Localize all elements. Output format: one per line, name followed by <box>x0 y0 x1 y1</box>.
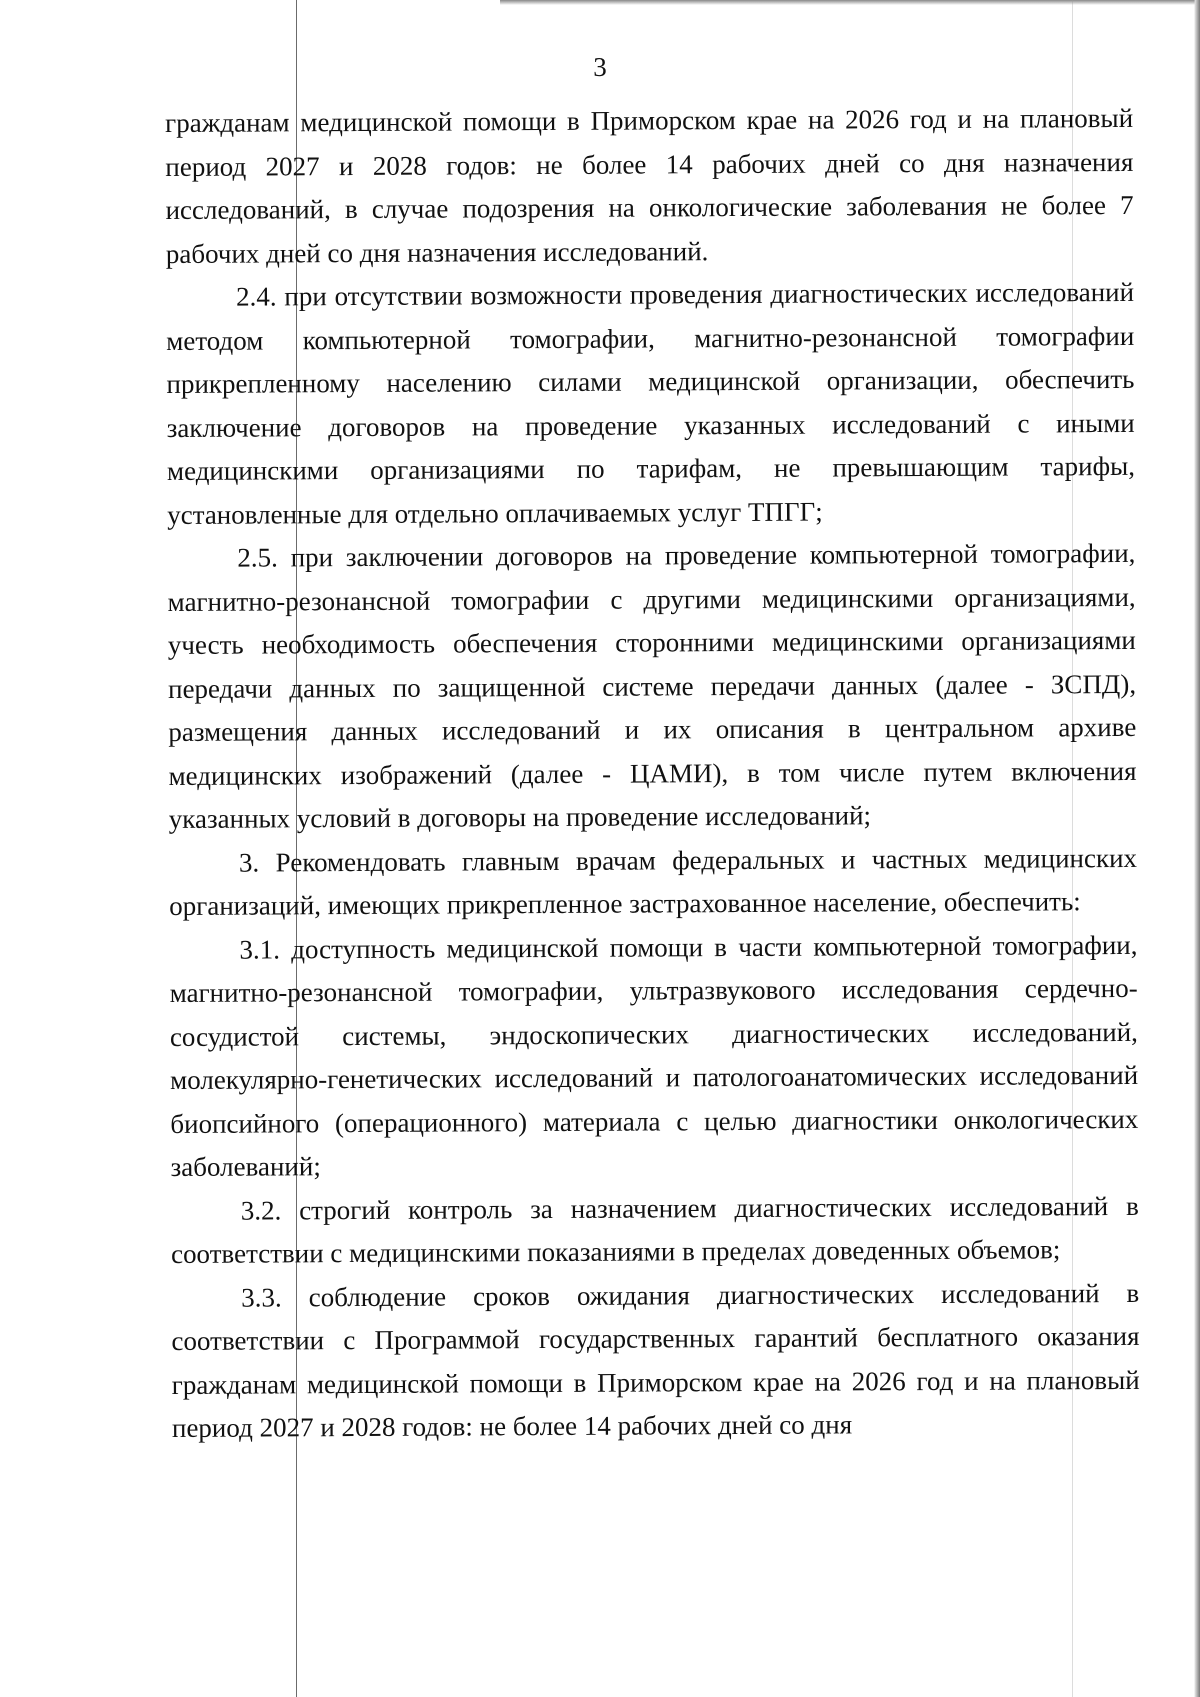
scan-edge-shadow-right <box>1194 0 1200 1697</box>
paragraph-3: 3. Рекомендовать главным врачам федеральных и частных медицинских организаций, имеющих прикрепленное застрахованное население, обеспечить: <box>169 842 1138 921</box>
paragraph-3-1: 3.1. доступность медицинской помощи в части компьютерной томографии, магнитно-резонансной томографии, ультразвукового исследования сердечно-сосудистой системы, эндоскопических диагностических исследований, молекулярно-генетических исследований и патологоанатомических исследований биопсийного (операционного) материала с целью диагностики онкологических заболеваний; <box>169 929 1139 1182</box>
paragraph-3-3: 3.3. соблюдение сроков ожидания диагностических исследований в соответствии с Программой государственных гарантий бесплатного оказания гражданам медицинской помощи в Приморском крае на 2026 год и на плановый период 2027 и 2028 годов: не более 14 рабочих дней со дня <box>171 1277 1140 1443</box>
paragraph-2-4: 2.4. при отсутствии возможности проведения диагностических исследований методом компьютерной томографии, магнитно-резонансной томографии прикрепленному населению силами медицинской организации, обеспечить заключение договоров на проведение указанных исследований с иными медицинскими организациями по тарифам, не превышающим тарифы, установленные для отдельно оплачиваемых услуг ТПГГ; <box>166 276 1135 530</box>
paragraph-3-2: 3.2. строгий контроль за назначением диагностических исследований в соответствии с медицинскими показаниями в пределах доведенных объемов; <box>170 1190 1139 1269</box>
paragraph-continuation: гражданам медицинской помощи в Приморском крае на 2026 год и на плановый период 2027 и 2028 годов: не более 14 рабочих дней со дня назначения исследований, в случае подозрения на онкологические заболевания не более 7 рабочих дней со дня назначения исследований. <box>165 102 1134 269</box>
scan-edge-shadow-top <box>500 0 1200 5</box>
document-body <box>165 97 1140 1451</box>
paragraph-2-5: 2.5. при заключении договоров на проведение компьютерной томографии, магнитно-резонансной томографии с другими медицинскими организациями, учесть необходимость обеспечения сторонними медицинскими организациями передачи данных по защищенной системе передачи данных (далее - ЗСПД), размещения данных исследований и их описания в центральном архиве медицинских изображений (далее - ЦАМИ), в том числе путем включения указанных условий в договоры на проведение исследований; <box>167 537 1137 834</box>
page-number: 3 <box>593 52 607 82</box>
